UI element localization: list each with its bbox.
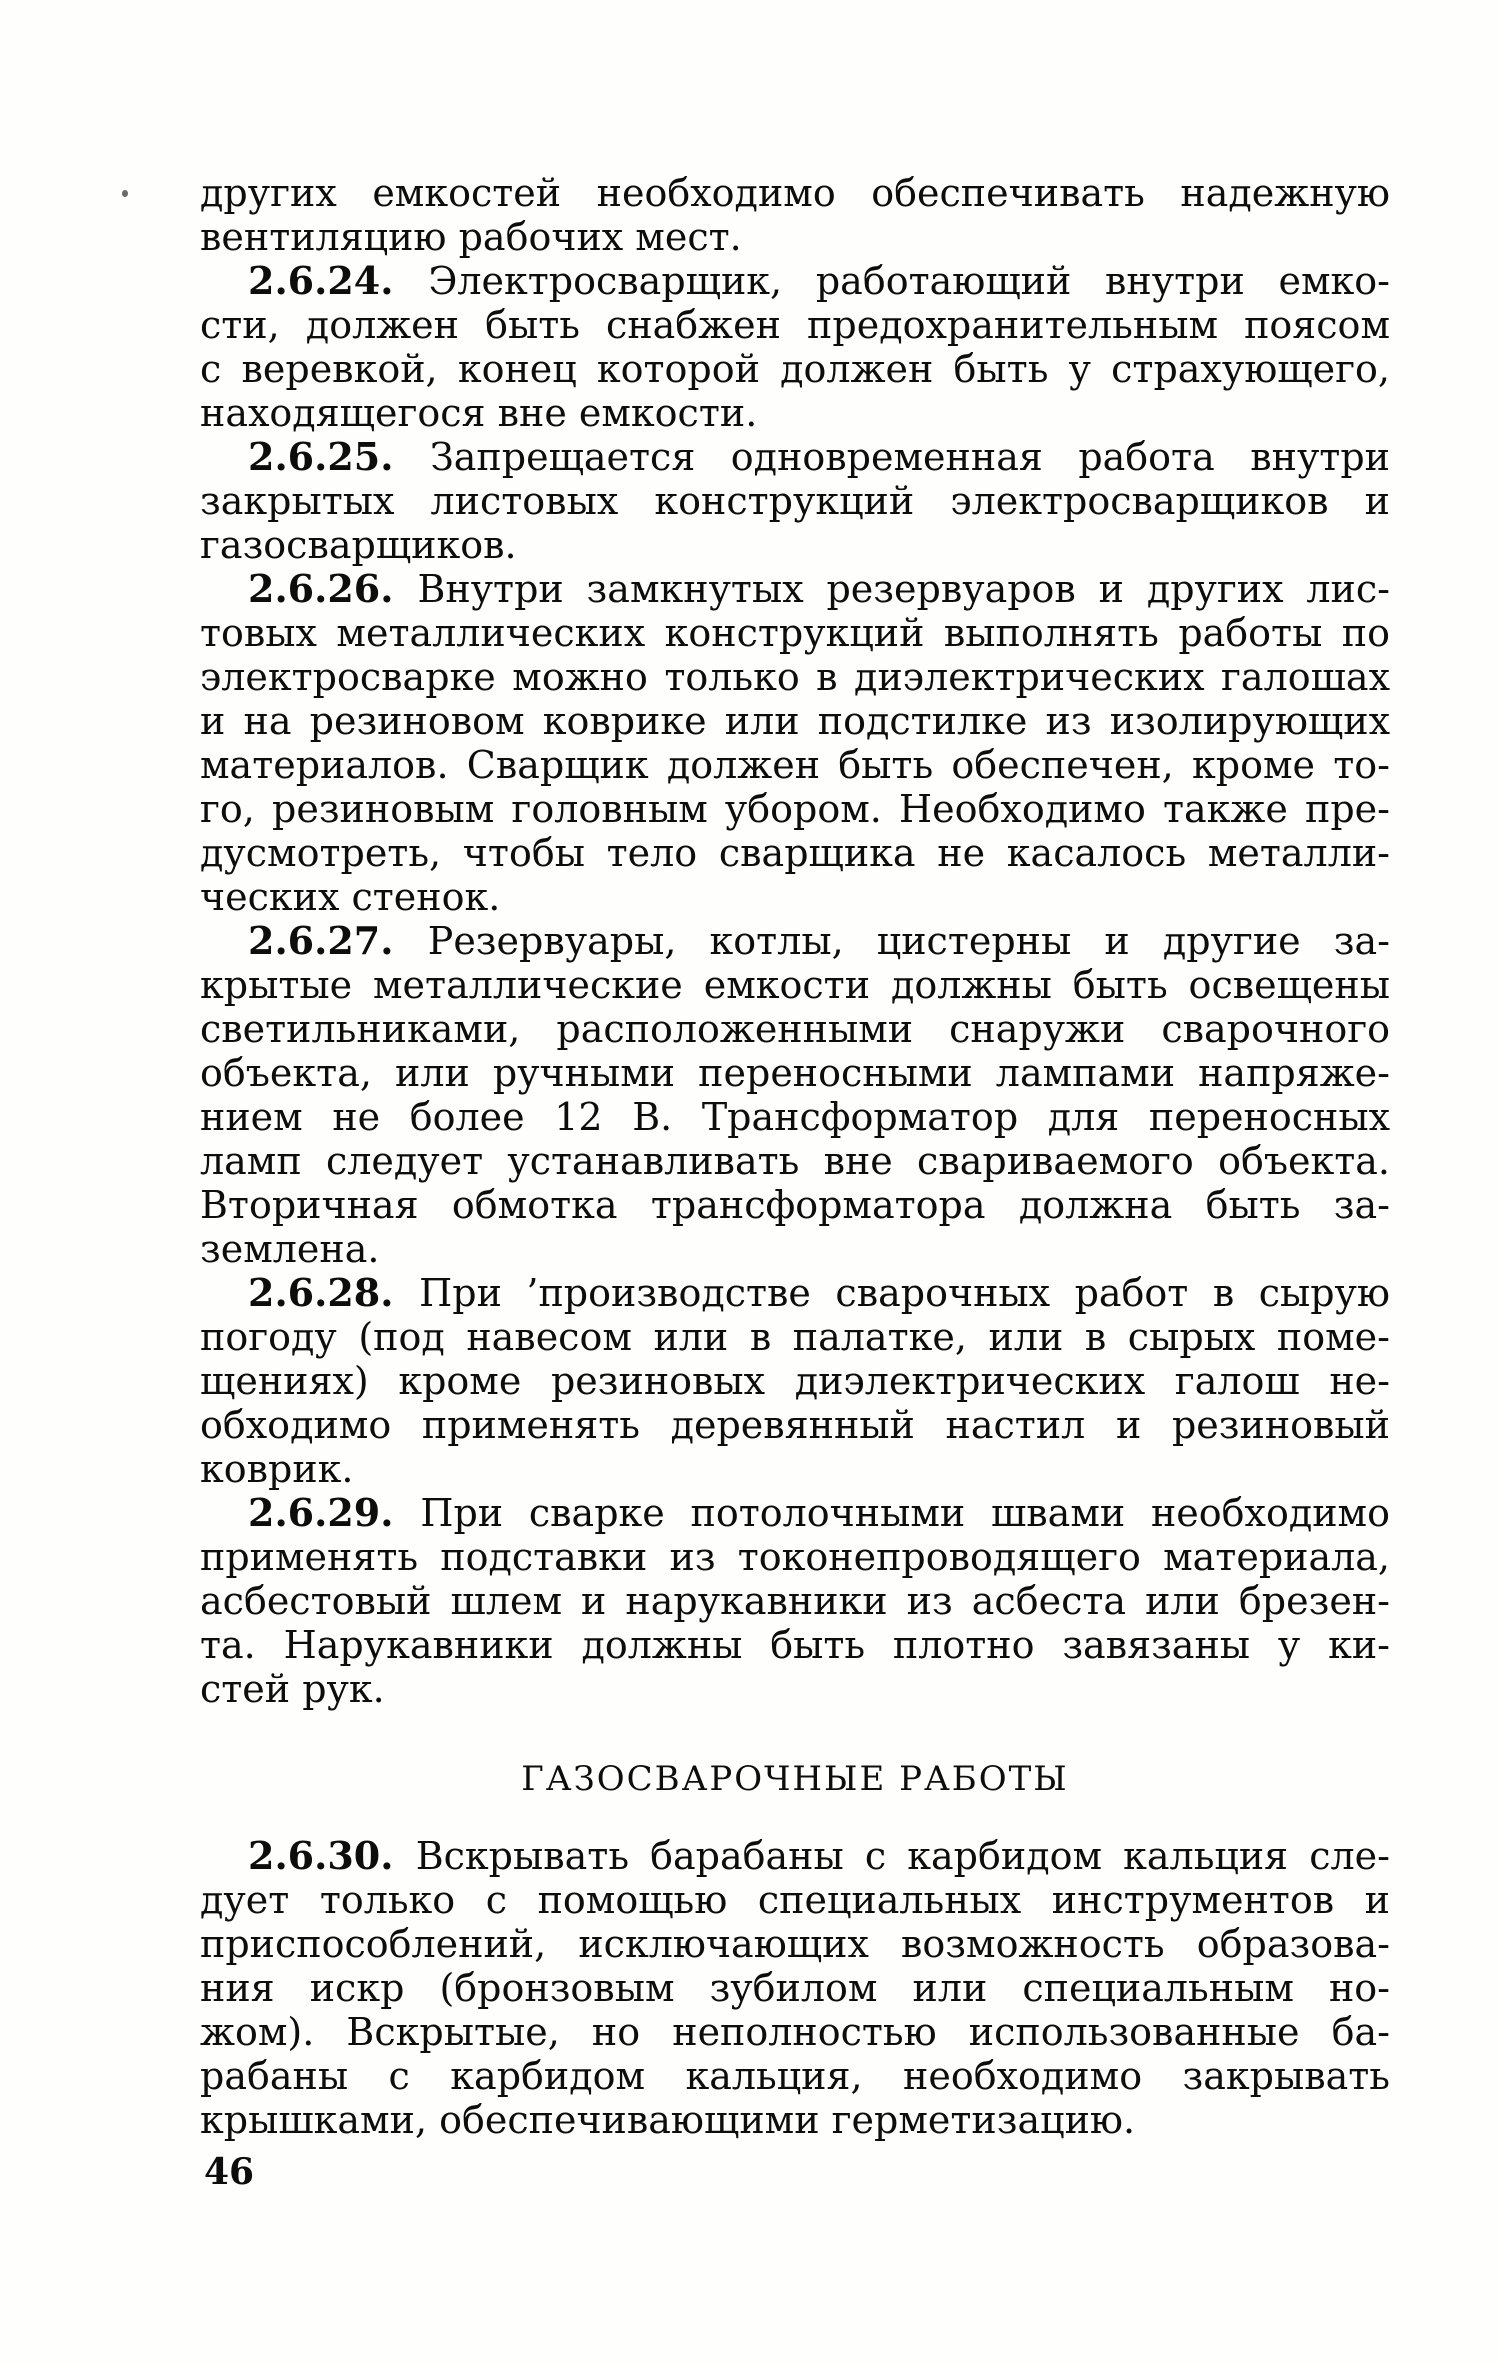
text-line: стей рук. [200,1667,385,1711]
text-line: закрытых листовых конструкций электросварщиков и [200,479,1390,523]
section-number: 2.6.24. [248,258,429,303]
section-number: 2.6.28. [248,1270,420,1315]
scan-artifact-dot [122,190,128,197]
section-number: 2.6.26. [248,566,418,611]
text-line: светильниками, расположенными снаружи сварочного [200,1007,1390,1051]
text-line: 2.6.30. Вскрывать барабаны с карбидом кальция сле- [248,1833,1390,1878]
text-line: ния искр (бронзовым зубилом или специальным но- [200,1966,1390,2010]
text-line: 2.6.26. Внутри замкнутых резервуаров и других лис- [248,566,1390,611]
paragraph [200,1491,1390,1711]
section-heading: ГАЗОСВАРОЧНЫЕ РАБОТЫ [521,1759,1069,1799]
text-line: ламп следует устанавливать вне свариваемого объекта. [200,1139,1390,1183]
text-line: находящегося вне емкости. [200,391,758,435]
text-line: крытые металлические емкости должны быть освещены [200,963,1390,1007]
text-line: и на резиновом коврике или подстилке из изолирующих [200,699,1390,743]
text-line: 2.6.29. При сварке потолочными швами необходимо [248,1490,1390,1535]
text-line: объекта, или ручными переносными лампами напряже- [200,1051,1390,1095]
section-number: 2.6.29. [248,1490,421,1535]
text-line: жом). Вскрытые, но неполностью использованные ба- [200,2010,1390,2054]
text-line: та. Нарукавники должны быть плотно завязаны у ки- [200,1623,1390,1667]
paragraph [200,171,1390,259]
text-line: коврик. [200,1447,354,1491]
text-line: 2.6.24. Электросварщик, работающий внутри емко- [248,258,1390,303]
text-line: с веревкой, конец которой должен быть у страхующего, [200,347,1390,391]
text-line: вентиляцию рабочих мест. [200,215,742,259]
section-number: 2.6.30. [248,1833,416,1878]
text-line: го, резиновым головным убором. Необходимо также пре- [200,787,1390,831]
text-line: крышками, обеспечивающими герметизацию. [200,2098,1136,2142]
text-line: дусмотреть, чтобы тело сварщика не касалось металли- [200,831,1390,875]
text-line: обходимо применять деревянный настил и резиновый [200,1403,1390,1447]
paragraph [200,1271,1390,1491]
text-line: дует только с помощью специальных инструментов и [200,1878,1390,1922]
text-line: 2.6.28. При ’производстве сварочных работ в сырую [248,1270,1391,1315]
text-line: применять подставки из токонепроводящего материала, [200,1535,1390,1579]
text-line: асбестовый шлем и нарукавники из асбеста или брезен- [200,1579,1390,1623]
paragraph [200,567,1390,919]
text-line: нием не более 12 В. Трансформатор для переносных [200,1095,1390,1139]
text-line: Вторичная обмотка трансформатора должна быть за- [200,1183,1390,1227]
section-number: 2.6.25. [248,434,431,479]
text-line: 2.6.27. Резервуары, котлы, цистерны и другие за- [248,918,1391,963]
text-line: щениях) кроме резиновых диэлектрических галош не- [200,1359,1390,1403]
text-line: товых металлических конструкций выполнять работы по [200,611,1390,655]
text-block [200,171,1390,2142]
paragraph [200,259,1390,435]
page-number: 46 [204,2151,255,2193]
paragraph [200,435,1390,567]
text-line: землена. [200,1227,380,1271]
text-line: погоду (под навесом или в палатке, или в сырых поме- [200,1315,1390,1359]
section-number: 2.6.27. [248,918,428,963]
text-line: электросварке можно только в диэлектрических галошах [200,655,1390,699]
text-line: рабаны с карбидом кальция, необходимо закрывать [200,2054,1390,2098]
text-line: сти, должен быть снабжен предохранительным поясом [200,303,1390,347]
text-line: газосварщиков. [200,523,517,567]
paragraph [200,1834,1390,2142]
paragraph [200,919,1390,1271]
text-line: приспособлений, исключающих возможность образова- [200,1922,1390,1966]
text-line: материалов. Сварщик должен быть обеспечен, кроме то- [200,743,1390,787]
text-line: других емкостей необходимо обеспечивать надежную [200,171,1390,215]
text-line: 2.6.25. Запрещается одновременная работа внутри [248,434,1390,479]
text-line: ческих стенок. [200,875,501,919]
